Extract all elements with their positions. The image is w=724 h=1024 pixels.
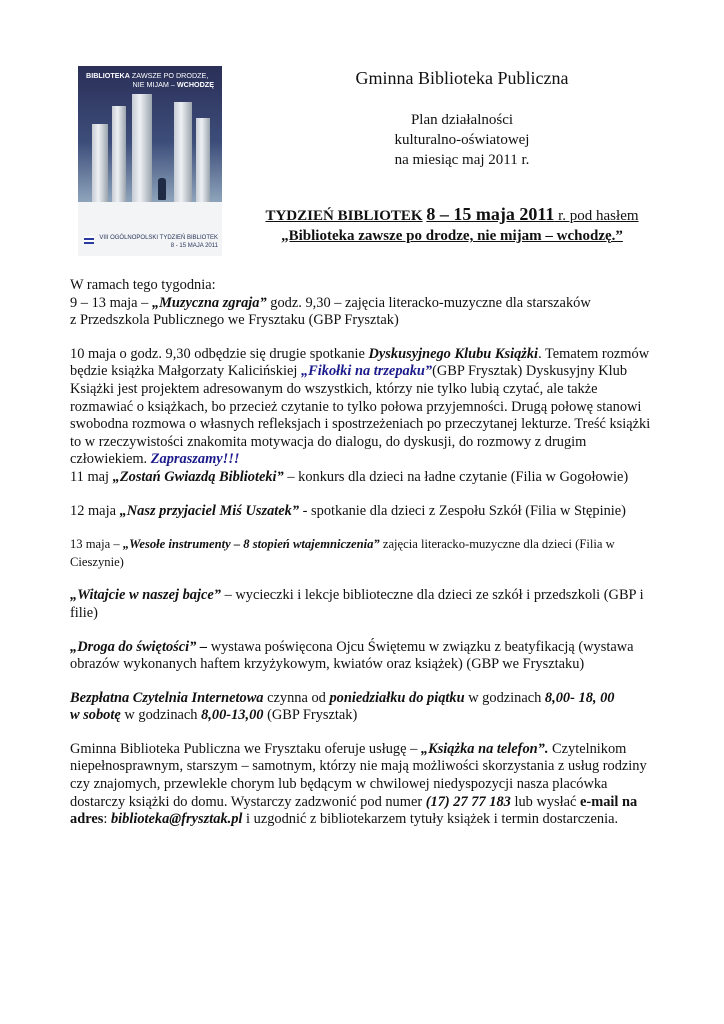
poster-book-shape xyxy=(174,102,192,202)
event-5 xyxy=(70,536,662,571)
delivery-service: „Książka na telefon”. xyxy=(420,740,549,757)
event-6-text: – wycieczki i lekcje biblioteczne dla dzieci ze szkół i przedszkoli (GBP i filie) xyxy=(70,587,644,621)
delivery-t5: i uzgodnić z bibliotekarzem tytuły książek i termin dostarczenia. xyxy=(242,811,619,828)
event-3 xyxy=(70,469,662,487)
event-1-title: „Muzyczna zgraja” xyxy=(151,294,267,311)
event-1-text2: z Przedszkola Publicznego we Frysztaku (GBP Frysztak) xyxy=(70,312,399,329)
internet-saturday-hours: 8,00-13,00 xyxy=(201,707,264,724)
event-2-club: Dyskusyjnego Klubu Książki xyxy=(368,345,539,362)
poster-image xyxy=(78,66,222,256)
event-7-text: wystawa poświęcona Ojcu Świętemu w związku z beatyfikacją (wystawa obrazów wykonanych haftem krzyżykowym, kwiatów oraz książek) (GBP we Frysztaku) xyxy=(70,638,634,673)
poster-book-shape xyxy=(92,124,108,202)
poster-book-shape xyxy=(132,94,152,202)
event-2-book: „Fikołki na trzepaku” xyxy=(300,363,433,380)
week-suffix: r. pod hasłem xyxy=(554,208,639,224)
internet-weekday-hours: 8,00- 18, 00 xyxy=(544,689,615,706)
poster-footer-line2: 8 - 15 MAJA 2011 xyxy=(170,243,218,249)
delivery-t3: lub wysłać xyxy=(510,793,581,810)
internet-saturday: w sobotę xyxy=(70,707,121,724)
event-5-title: „Wesołe instrumenty – 8 stopień wtajemniczenia” xyxy=(122,537,380,552)
event-6 xyxy=(70,587,662,622)
event-2-text2: . Tematem rozmów będzie książka Małgorzaty Kalicińskiej xyxy=(70,345,650,380)
week-slogan: „Biblioteka zawsze po drodze, nie mijam – wchodzę.” xyxy=(281,228,623,244)
week-dates: 8 – 15 maja 2011 xyxy=(426,204,555,224)
document-header xyxy=(262,66,662,170)
event-2 xyxy=(70,346,662,469)
poster-title-line2 xyxy=(86,80,218,89)
event-1-date: 9 – 13 maja – xyxy=(70,294,152,311)
library-week-heading xyxy=(232,204,672,246)
event-2-text3: (GBP Frysztak) Dyskusyjny Klub Książki jest projektem adresowanym do wszystkich, którzy nie tylko lubią czytać, ale także rozmawiać o książkach, bo przecież czytanie to tylko połowa przyjemności. Drugą połowę stanowi swobodna rozmowa o własnych refleksjach i spostrzeżeniach po przeczytanej lekturze. Treść książki to w rzeczywistości znakomita motywacja do dialogu, do dyskusji, do rozmowy z drugim człowiekiem. xyxy=(70,363,651,468)
poster-book-shape xyxy=(112,106,126,202)
plan-line2: kulturalno-oświatowej xyxy=(394,132,530,148)
delivery-t2: Czytelnikom niepełnosprawnym, starszym – samotnym, którzy nie mają możliwości skorzystania z usług rodziny czy znajomych, przewlekle chorym lub będącym w chwilowej niedyspozycji nasza placówka dostarczy książki do domu. Wystarczy zadzwonić pod numer xyxy=(70,740,647,810)
week-label: TYDZIEŃ BIBLIOTEK xyxy=(265,208,423,224)
poster-footer-line1: VIII OGÓLNOPOLSKI TYDZIEŃ BIBLIOTEK xyxy=(99,235,218,241)
poster-book-shape xyxy=(196,118,210,202)
event-2-text1: 10 maja o godz. 9,30 odbędzie się drugie spotkanie xyxy=(70,345,369,362)
event-2-invite: Zapraszamy!!! xyxy=(150,451,240,468)
event-7 xyxy=(70,639,662,674)
delivery-t4: : xyxy=(103,811,111,828)
internet-t2: w godzinach xyxy=(464,689,545,706)
event-3-title: „Zostań Gwiazdą Biblioteki” xyxy=(112,468,284,485)
event-4-title: „Nasz przyjaciel Miś Uszatek” xyxy=(119,502,300,519)
delivery-email-label: e-mail na adres xyxy=(70,793,638,828)
event-3-date: 11 maj xyxy=(70,468,113,485)
internet-reading-room xyxy=(70,690,662,725)
plan-title xyxy=(262,110,662,170)
event-3-text: – konkurs dla dzieci na ładne czytanie (Filia w Gogołowie) xyxy=(283,468,629,485)
event-4-text: - spotkanie dla dzieci z Zespołu Szkół (Filia w Stępinie) xyxy=(299,502,626,519)
delivery-phone: (17) 27 77 183 xyxy=(425,793,511,810)
internet-weekdays: poniedziałku do piątku xyxy=(329,689,465,706)
poster-walking-person xyxy=(158,178,166,200)
delivery-t1: Gminna Biblioteka Publiczna we Frysztaku oferuje usługę – xyxy=(70,740,421,757)
delivery-email: biblioteka@frysztak.pl xyxy=(110,811,243,828)
event-1 xyxy=(70,295,662,330)
poster-title-part3: NIE MIJAM – xyxy=(132,80,175,89)
internet-title: Bezpłatna Czytelnia Internetowa xyxy=(70,689,264,706)
event-5-text: zajęcia literacko-muzyczne dla dzieci (Filia w Cieszynie) xyxy=(70,537,615,569)
internet-t4: (GBP Frysztak) xyxy=(263,707,358,724)
event-4 xyxy=(70,503,662,521)
event-4-date: 12 maja xyxy=(70,502,120,519)
event-5-date: 13 maja – xyxy=(70,537,123,552)
plan-line1: Plan działalności xyxy=(410,112,514,128)
org-name: Gminna Biblioteka Publiczna xyxy=(355,68,569,88)
poster-title xyxy=(86,71,218,89)
plan-line3: na miesiąc maj 2011 r. xyxy=(394,152,530,168)
poster-footer xyxy=(82,234,218,250)
internet-t3: w godzinach xyxy=(120,707,202,724)
event-6-title: „Witajcie w naszej bajce” xyxy=(70,587,221,604)
poster-title-part1: BIBLIOTEKA xyxy=(86,71,130,80)
document-body xyxy=(70,277,662,845)
event-7-title: „Droga do świętości” – xyxy=(70,638,208,655)
poster-title-part4: WCHODZĘ xyxy=(176,80,214,89)
poster-title-part2: ZAWSZE PO DRODZE, xyxy=(131,71,209,80)
internet-t1: czynna od xyxy=(263,689,330,706)
event-1-text1: godz. 9,30 – zajęcia literacko-muzyczne dla starszaków xyxy=(266,294,591,311)
book-delivery xyxy=(70,741,662,829)
events-intro: W ramach tego tygodnia: xyxy=(70,277,216,293)
